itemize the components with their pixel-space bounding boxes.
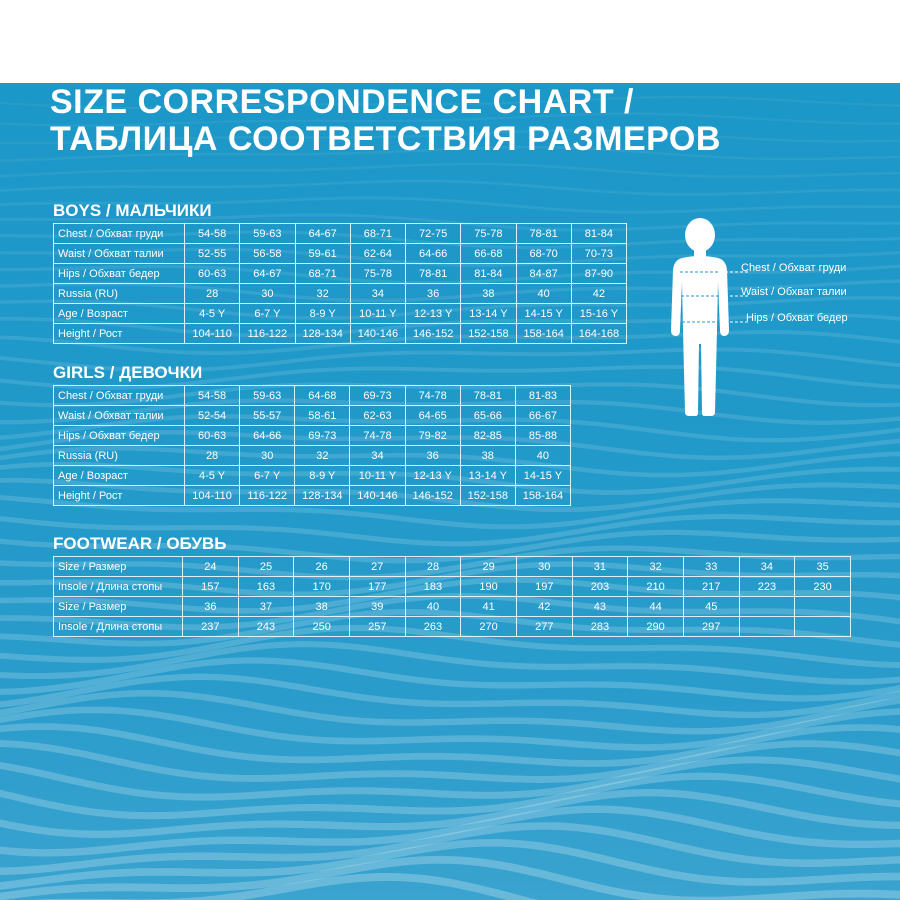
row-label: Chest / Обхват груди xyxy=(54,224,185,244)
table-cell: 6-7 Y xyxy=(240,304,295,324)
table-cell: 243 xyxy=(238,617,294,637)
table-cell: 24 xyxy=(183,557,239,577)
row-label: Insole / Длина стопы xyxy=(54,577,183,597)
table-cell: 58-61 xyxy=(295,406,350,426)
table-cell: 64-68 xyxy=(295,386,350,406)
table-cell: 87-90 xyxy=(571,264,626,284)
boys-size-table xyxy=(53,223,627,344)
table-row xyxy=(54,557,851,577)
table-cell: 277 xyxy=(516,617,572,637)
table-cell xyxy=(795,597,851,617)
table-cell: 6-7 Y xyxy=(240,466,295,486)
table-cell: 38 xyxy=(460,446,515,466)
table-cell xyxy=(795,617,851,637)
table-cell: 74-78 xyxy=(350,426,405,446)
table-cell: 104-110 xyxy=(185,324,240,344)
table-cell: 42 xyxy=(571,284,626,304)
table-cell: 69-73 xyxy=(350,386,405,406)
row-label: Russia (RU) xyxy=(54,446,185,466)
table-cell: 78-81 xyxy=(406,264,461,284)
table-cell: 8-9 Y xyxy=(295,304,350,324)
table-row xyxy=(54,284,627,304)
table-cell: 82-85 xyxy=(460,426,515,446)
table-cell: 75-78 xyxy=(350,264,405,284)
table-cell: 146-152 xyxy=(406,324,461,344)
table-row xyxy=(54,324,627,344)
table-cell: 78-81 xyxy=(516,224,571,244)
table-row xyxy=(54,577,851,597)
table-cell: 66-68 xyxy=(461,244,516,264)
table-row xyxy=(54,446,571,466)
table-cell: 31 xyxy=(572,557,628,577)
table-cell: 14-15 Y xyxy=(516,304,571,324)
table-cell: 36 xyxy=(405,446,460,466)
row-label: Age / Возраст xyxy=(54,466,185,486)
row-label: Russia (RU) xyxy=(54,284,185,304)
table-cell: 152-158 xyxy=(460,486,515,506)
table-cell: 263 xyxy=(405,617,461,637)
table-cell: 290 xyxy=(628,617,684,637)
table-cell: 85-88 xyxy=(515,426,570,446)
table-cell: 54-58 xyxy=(185,224,240,244)
girls-section-title: GIRLS / ДЕВОЧКИ xyxy=(53,363,203,382)
table-cell: 62-63 xyxy=(350,406,405,426)
table-row xyxy=(54,304,627,324)
table-cell: 81-83 xyxy=(515,386,570,406)
row-label: Height / Рост xyxy=(54,486,185,506)
table-cell: 42 xyxy=(516,597,572,617)
table-cell: 8-9 Y xyxy=(295,466,350,486)
table-cell: 116-122 xyxy=(240,486,295,506)
footwear-section-title: FOOTWEAR / ОБУВЬ xyxy=(53,534,227,553)
table-cell: 59-63 xyxy=(240,386,295,406)
title-russian: ТАБЛИЦА СООТВЕТСТВИЯ РАЗМЕРОВ xyxy=(50,120,721,158)
table-cell: 81-84 xyxy=(571,224,626,244)
row-label: Hips / Обхват бедер xyxy=(54,426,185,446)
table-cell: 164-168 xyxy=(571,324,626,344)
table-cell: 217 xyxy=(683,577,739,597)
table-cell: 140-146 xyxy=(350,324,405,344)
table-cell: 140-146 xyxy=(350,486,405,506)
row-label: Waist / Обхват талии xyxy=(54,244,185,264)
table-cell: 64-67 xyxy=(240,264,295,284)
table-cell: 257 xyxy=(349,617,405,637)
table-cell xyxy=(739,597,795,617)
row-label: Age / Возраст xyxy=(54,304,185,324)
table-row xyxy=(54,406,571,426)
wave-line xyxy=(0,181,900,195)
table-cell: 15-16 Y xyxy=(571,304,626,324)
table-cell: 64-67 xyxy=(295,224,350,244)
table-cell: 64-65 xyxy=(405,406,460,426)
table-cell: 30 xyxy=(516,557,572,577)
table-row xyxy=(54,244,627,264)
table-cell: 29 xyxy=(461,557,517,577)
hips-measurement-label: Hips / Обхват бедер xyxy=(746,312,848,324)
table-cell: 28 xyxy=(185,284,240,304)
table-cell: 177 xyxy=(349,577,405,597)
table-cell: 283 xyxy=(572,617,628,637)
row-label: Size / Размер xyxy=(54,557,183,577)
table-cell: 39 xyxy=(349,597,405,617)
table-cell: 128-134 xyxy=(295,324,350,344)
table-cell: 62-64 xyxy=(350,244,405,264)
table-cell: 38 xyxy=(294,597,350,617)
table-row xyxy=(54,617,851,637)
table-cell: 40 xyxy=(405,597,461,617)
table-cell: 35 xyxy=(795,557,851,577)
table-cell: 64-66 xyxy=(240,426,295,446)
table-cell: 74-78 xyxy=(405,386,460,406)
table-row xyxy=(54,426,571,446)
table-cell: 59-63 xyxy=(240,224,295,244)
table-cell: 70-73 xyxy=(571,244,626,264)
table-cell: 4-5 Y xyxy=(185,304,240,324)
table-cell: 4-5 Y xyxy=(185,466,240,486)
table-cell: 43 xyxy=(572,597,628,617)
table-cell: 69-73 xyxy=(295,426,350,446)
waist-measurement-label: Waist / Обхват талии xyxy=(741,286,847,298)
table-cell: 158-164 xyxy=(516,324,571,344)
table-cell: 30 xyxy=(240,446,295,466)
table-row xyxy=(54,466,571,486)
chest-measurement-label: Chest / Обхват груди xyxy=(741,262,847,274)
table-cell: 34 xyxy=(350,284,405,304)
boys-section-title: BOYS / МАЛЬЧИКИ xyxy=(53,201,212,220)
table-cell: 152-158 xyxy=(461,324,516,344)
table-row xyxy=(54,386,571,406)
table-cell: 10-11 Y xyxy=(350,466,405,486)
table-cell: 78-81 xyxy=(460,386,515,406)
table-cell: 52-55 xyxy=(185,244,240,264)
table-cell: 197 xyxy=(516,577,572,597)
table-cell: 14-15 Y xyxy=(515,466,570,486)
row-label: Height / Рост xyxy=(54,324,185,344)
table-cell: 34 xyxy=(739,557,795,577)
table-cell: 10-11 Y xyxy=(350,304,405,324)
table-cell: 128-134 xyxy=(295,486,350,506)
table-cell: 65-66 xyxy=(460,406,515,426)
table-cell: 66-67 xyxy=(515,406,570,426)
table-cell: 41 xyxy=(461,597,517,617)
table-cell: 36 xyxy=(406,284,461,304)
table-cell: 203 xyxy=(572,577,628,597)
table-cell: 27 xyxy=(349,557,405,577)
footwear-size-table xyxy=(53,556,851,637)
table-cell: 38 xyxy=(461,284,516,304)
table-cell xyxy=(739,617,795,637)
table-cell: 183 xyxy=(405,577,461,597)
row-label: Hips / Обхват бедер xyxy=(54,264,185,284)
table-cell: 13-14 Y xyxy=(461,304,516,324)
table-cell: 55-57 xyxy=(240,406,295,426)
table-cell: 34 xyxy=(350,446,405,466)
table-cell: 40 xyxy=(516,284,571,304)
table-cell: 40 xyxy=(515,446,570,466)
table-cell: 32 xyxy=(295,446,350,466)
table-cell: 52-54 xyxy=(185,406,240,426)
table-cell: 84-87 xyxy=(516,264,571,284)
table-cell: 33 xyxy=(683,557,739,577)
table-cell: 210 xyxy=(628,577,684,597)
table-cell: 37 xyxy=(238,597,294,617)
table-row xyxy=(54,597,851,617)
wave-line xyxy=(0,164,900,177)
table-cell: 270 xyxy=(461,617,517,637)
table-row xyxy=(54,264,627,284)
table-cell: 26 xyxy=(294,557,350,577)
table-cell: 75-78 xyxy=(461,224,516,244)
table-cell: 60-63 xyxy=(185,264,240,284)
table-cell: 170 xyxy=(294,577,350,597)
table-cell: 297 xyxy=(683,617,739,637)
table-cell: 44 xyxy=(628,597,684,617)
table-cell: 59-61 xyxy=(295,244,350,264)
table-cell: 163 xyxy=(238,577,294,597)
table-cell: 157 xyxy=(183,577,239,597)
row-label: Chest / Обхват груди xyxy=(54,386,185,406)
table-cell: 25 xyxy=(238,557,294,577)
table-cell: 104-110 xyxy=(185,486,240,506)
row-label: Waist / Обхват талии xyxy=(54,406,185,426)
table-cell: 223 xyxy=(739,577,795,597)
table-cell: 54-58 xyxy=(185,386,240,406)
table-cell: 81-84 xyxy=(461,264,516,284)
table-cell: 72-75 xyxy=(406,224,461,244)
row-label: Insole / Длина стопы xyxy=(54,617,183,637)
table-cell: 68-71 xyxy=(350,224,405,244)
table-cell: 12-13 Y xyxy=(406,304,461,324)
table-cell: 64-66 xyxy=(406,244,461,264)
table-cell: 146-152 xyxy=(405,486,460,506)
table-cell: 250 xyxy=(294,617,350,637)
table-cell: 190 xyxy=(461,577,517,597)
table-cell: 28 xyxy=(405,557,461,577)
table-cell: 36 xyxy=(183,597,239,617)
table-cell: 158-164 xyxy=(515,486,570,506)
table-cell: 30 xyxy=(240,284,295,304)
table-cell: 68-70 xyxy=(516,244,571,264)
table-cell: 68-71 xyxy=(295,264,350,284)
table-cell: 56-58 xyxy=(240,244,295,264)
table-cell: 13-14 Y xyxy=(460,466,515,486)
table-cell: 116-122 xyxy=(240,324,295,344)
table-row xyxy=(54,224,627,244)
table-cell: 237 xyxy=(183,617,239,637)
table-cell: 79-82 xyxy=(405,426,460,446)
girls-size-table xyxy=(53,385,571,506)
title-english: SIZE CORRESPONDENCE CHART / xyxy=(50,83,634,121)
table-cell: 45 xyxy=(683,597,739,617)
table-cell: 12-13 Y xyxy=(405,466,460,486)
table-cell: 32 xyxy=(295,284,350,304)
row-label: Size / Размер xyxy=(54,597,183,617)
table-cell: 28 xyxy=(185,446,240,466)
table-cell: 60-63 xyxy=(185,426,240,446)
table-row xyxy=(54,486,571,506)
table-cell: 230 xyxy=(795,577,851,597)
table-cell: 32 xyxy=(628,557,684,577)
